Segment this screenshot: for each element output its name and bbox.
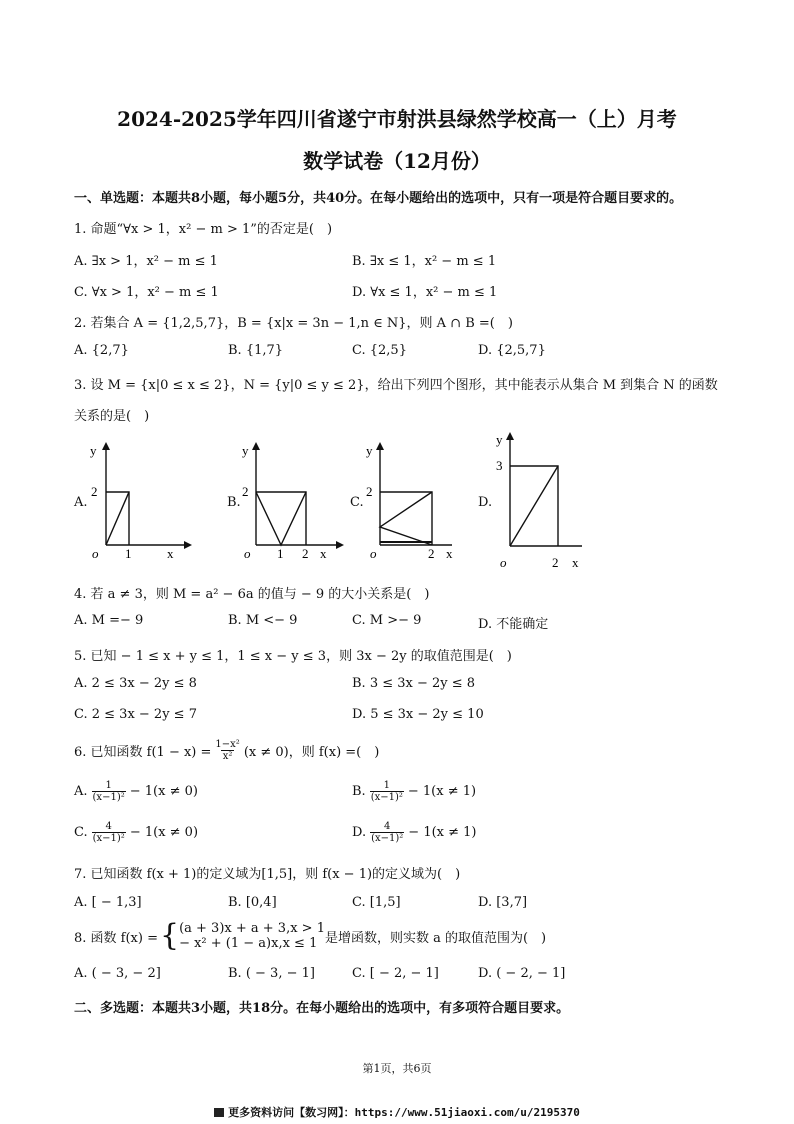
q3-graph-d-origin: o: [500, 555, 507, 570]
q2-option-d: D. {2,5,7}: [478, 343, 546, 358]
q4-stem: 4. 若 a ≠ 3，则 M = a² − 6a 的值与 − 9 的大小关系是( ): [74, 587, 430, 602]
q8-option-a: A. ( − 3, − 2]: [74, 966, 161, 981]
q4-option-b: B. M <− 9: [228, 613, 298, 628]
q3-graph-c-x-label: x: [446, 546, 453, 561]
q8-option-d: D. ( − 2, − 1]: [478, 966, 566, 981]
q5-stem: 5. 已知 − 1 ≤ x + y ≤ 1，1 ≤ x − y ≤ 3，则 3x − 2y 的取值范围是( ): [74, 649, 512, 664]
q6-option-a-numerator: 1: [105, 780, 112, 791]
page-number: 第1页，共6页: [362, 1062, 432, 1075]
q3-graph-a-x-tick: 1: [125, 546, 132, 561]
q3-graph-b-y-tick: 2: [242, 484, 249, 499]
q3-graph-c-origin: o: [370, 546, 377, 561]
q5-option-c: C. 2 ≤ 3x − 2y ≤ 7: [74, 707, 197, 722]
q6-fraction-numerator: 1−x²: [215, 739, 240, 750]
q6-option-b: [352, 780, 476, 803]
q3-stem-line-2: 关系的是( ): [74, 409, 150, 424]
q8-option-b: B. ( − 3, − 1]: [228, 966, 315, 981]
q6-option-b-fraction: [370, 780, 404, 803]
q6-option-c-numerator: 4: [105, 821, 112, 832]
title-line-2: 数学试卷（12月份）: [303, 149, 491, 173]
q6-stem-pre: 6. 已知函数 f(1 − x) =: [74, 745, 212, 760]
q3-graph-d-y-tick: 3: [496, 458, 503, 473]
q3-graph-b-x-tick-1: 1: [277, 546, 284, 561]
q6-option-d: [352, 821, 477, 844]
q2-option-a: A. {2,7}: [74, 343, 129, 358]
q6-option-d-denominator: (x−1)²: [371, 833, 404, 844]
footer-ad: [0, 1104, 794, 1120]
q2-option-b: B. {1,7}: [228, 343, 284, 358]
q5-option-a: A. 2 ≤ 3x − 2y ≤ 8: [74, 676, 197, 691]
q6-option-c-denominator: (x−1)²: [92, 833, 125, 844]
q6-option-d-letter: D.: [352, 825, 367, 840]
q6-stem: [74, 739, 379, 762]
q6-option-b-tail: − 1(x ≠ 1): [407, 784, 477, 799]
q3-graph-b-y-label: y: [242, 443, 249, 458]
title-line-1: 2024-2025学年四川省遂宁市射洪县绿然学校高一（上）月考: [117, 107, 677, 131]
q8-stem: [74, 918, 547, 953]
q7-option-b: B. [0,4]: [228, 895, 277, 910]
q3-graph-a-y-tick: 2: [91, 484, 98, 499]
q3-graph-b-origin: o: [244, 546, 251, 561]
q1-option-c: C. ∀x > 1，x² − m ≤ 1: [74, 285, 219, 300]
section-2-heading: 二、多选题：本题共3小题，共18分。在每小题给出的选项中，有多项符合题目要求。: [74, 1001, 570, 1016]
q3-graph-a-y-label: y: [90, 443, 97, 458]
q6-fraction: [215, 739, 239, 762]
q3-graph-d: [490, 426, 600, 574]
q6-option-c: [74, 821, 198, 844]
q7-option-a: A. [ − 1,3]: [74, 895, 142, 910]
q7-stem: 7. 已知函数 f(x + 1)的定义域为[1,5]，则 f(x − 1)的定义域为( ): [74, 867, 461, 882]
q8-stem-post: 是增函数，则实数 a 的取值范围为( ): [324, 930, 547, 946]
q8-case-2: − x² + (1 − a)x,x ≤ 1: [179, 936, 318, 951]
q6-option-a-letter: A.: [74, 784, 88, 799]
q6-option-a-denominator: (x−1)²: [92, 792, 125, 803]
q3-graph-b-x-label: x: [320, 546, 327, 561]
q8-cases: [179, 921, 325, 951]
q1-stem: 1. 命题“∀x > 1，x² − m > 1”的否定是( ): [74, 222, 333, 237]
section-1-heading: 一、单选题：本题共8小题，每小题5分，共40分。在每小题给出的选项中，只有一项是符合题目要求的。: [74, 191, 683, 206]
q3-graph-a: [84, 432, 194, 564]
q1-option-a: A. ∃x > 1，x² − m ≤ 1: [74, 254, 218, 269]
q6-option-c-fraction: [92, 821, 126, 844]
q6-option-a: [74, 780, 198, 803]
q3-graph-c-y-label: y: [366, 443, 373, 458]
q4-option-c: C. M >− 9: [352, 613, 422, 628]
q3-graph-d-x-tick: 2: [552, 555, 559, 570]
q3-graph-d-y-label: y: [496, 432, 503, 447]
q6-fraction-denominator: x²: [222, 751, 233, 762]
q3-graph-c-x-tick: 2: [428, 546, 435, 561]
q8-option-c: C. [ − 2, − 1]: [352, 966, 439, 981]
q8-brace: {: [159, 918, 180, 953]
q3-graph-a-x-label: x: [167, 546, 174, 561]
q4-option-a: A. M =− 9: [74, 613, 144, 628]
q3-graph-b-x-tick-2: 2: [302, 546, 309, 561]
q8-stem-pre: 8. 函数 f(x) =: [74, 930, 158, 946]
q3-graph-d-x-label: x: [572, 555, 579, 570]
q6-option-d-fraction: [370, 821, 404, 844]
q3-stem-line-1: 3. 设 M = {x|0 ≤ x ≤ 2}，N = {y|0 ≤ y ≤ 2}，给出下列四个图形，其中能表示从集合 M 到集合 N 的函数: [74, 378, 718, 393]
q3-graph-c-letter: C.: [350, 495, 364, 510]
q3-graph-c-y-tick: 2: [366, 484, 373, 499]
q2-option-c: C. {2,5}: [352, 343, 407, 358]
q7-option-d: D. [3,7]: [478, 895, 528, 910]
q5-option-b: B. 3 ≤ 3x − 2y ≤ 8: [352, 676, 476, 691]
q1-option-b: B. ∃x ≤ 1，x² − m ≤ 1: [352, 254, 497, 269]
q3-graph-c: [362, 432, 472, 564]
q6-option-c-letter: C.: [74, 825, 88, 840]
q6-option-b-letter: B.: [352, 784, 366, 799]
q8-case-1: (a + 3)x + a + 3,x > 1: [179, 921, 325, 936]
q1-option-d: D. ∀x ≤ 1，x² − m ≤ 1: [352, 285, 498, 300]
q3-graph-d-letter: D.: [478, 495, 493, 510]
q6-option-c-tail: − 1(x ≠ 0): [129, 825, 199, 840]
q6-option-a-tail: − 1(x ≠ 0): [129, 784, 198, 799]
q6-option-a-fraction: [92, 780, 126, 803]
q5-option-d: D. 5 ≤ 3x − 2y ≤ 10: [352, 707, 484, 722]
q6-option-b-numerator: 1: [383, 780, 390, 791]
q6-option-b-denominator: (x−1)²: [370, 792, 403, 803]
q6-stem-post: (x ≠ 0)，则 f(x) =( ): [243, 745, 380, 760]
q6-option-d-tail: − 1(x ≠ 1): [408, 825, 477, 840]
q4-option-d: D. 不能确定: [478, 617, 549, 632]
q3-graph-a-origin: o: [92, 546, 99, 561]
q2-stem: 2. 若集合 A = {1,2,5,7}，B = {x|x = 3n − 1,n ∈ N}，则 A ∩ B =( ): [74, 316, 513, 331]
q3-graph-a-letter: A.: [74, 495, 88, 510]
flag-icon: [214, 1108, 224, 1117]
q3-graph-b: [238, 432, 348, 564]
q3-graph-b-letter: B.: [227, 495, 241, 510]
footer-ad-link[interactable]: 更多资料访问【数习网】：https://www.51jiaoxi.com/u/2195370: [228, 1106, 580, 1119]
q7-option-c: C. [1,5]: [352, 895, 401, 910]
q6-option-d-numerator: 4: [384, 821, 391, 832]
